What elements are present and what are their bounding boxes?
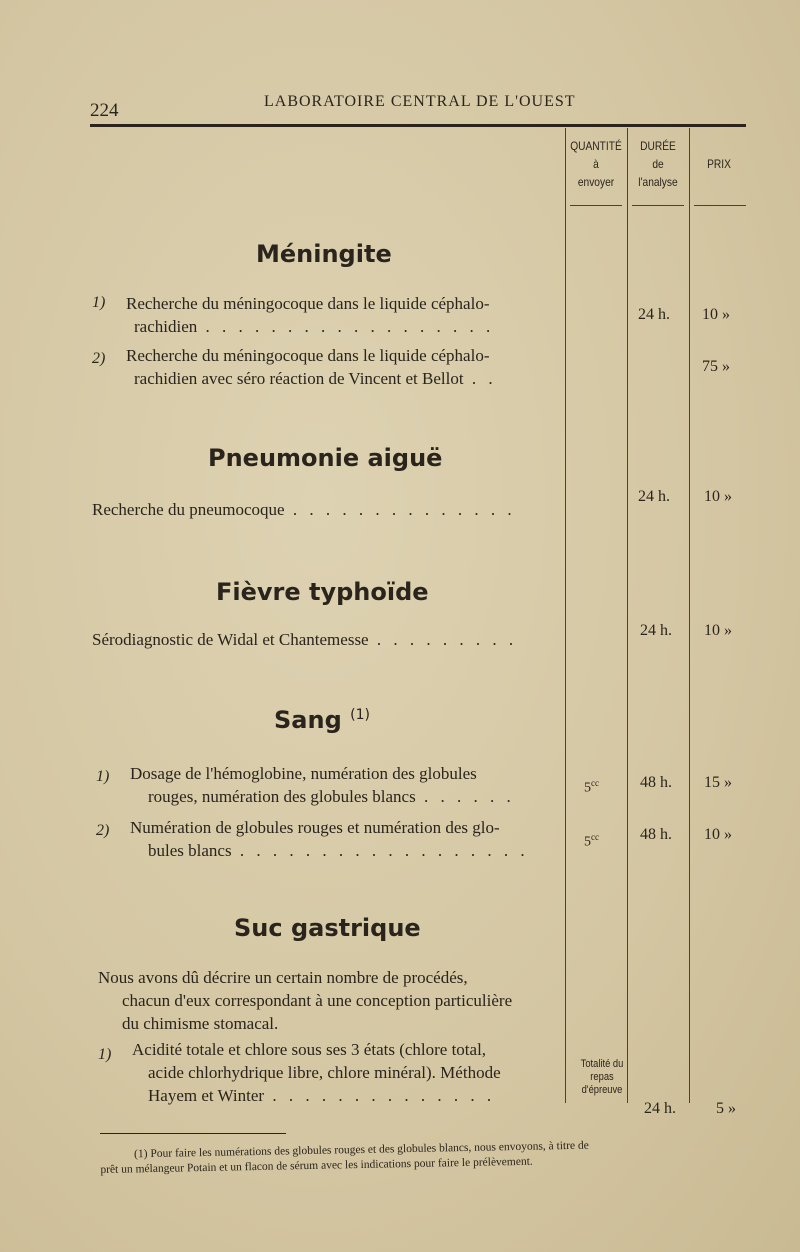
sang-item-1: Dosage de l'hémoglobine, numération des globules rouges, numération des globules blancs . . . . . . — [130, 764, 515, 806]
footnote-reference: (1) — [350, 707, 370, 723]
running-title: LABORATOIRE CENTRAL DE L'OUEST — [264, 93, 576, 110]
item-number: 2) — [96, 822, 110, 839]
section-title-typhoide: Fièvre typhoïde — [216, 578, 429, 606]
header-underline-duration — [632, 205, 684, 206]
suc-1-price: 5 » — [716, 1100, 736, 1117]
section-title-pneumonie: Pneumonie aiguë — [208, 444, 443, 472]
column-rule-right — [689, 128, 690, 1103]
section-title-sang: Sang $^{(1)}$ — [274, 706, 370, 734]
typhoide-duration: 24 h. — [640, 622, 672, 639]
footnote: (1) Pour faire les numérations des globules rouges et des globules blancs, nous envoyons, à titre de prêt un mélangeur Potain et un flacon de sérum avec les indications pour faire le prélèvement. — [100, 1139, 589, 1176]
meningite-item-2: Recherche du méningocoque dans le liquide céphalo- rachidien avec séro réaction de Vincent et Bellot . . — [126, 346, 497, 388]
meningite-1-duration: 24 h. — [638, 306, 670, 323]
sang-2-quantity: $5^{cc}$ — [584, 832, 599, 850]
sang-1-quantity: $5^{cc}$ — [584, 778, 599, 796]
column-rule-left — [565, 128, 566, 1103]
item-number: 1) — [92, 294, 106, 311]
sang-item-2: Numération de globules rouges et numération des glo- bules blancs . . . . . . . . . . . . . . . . . . — [130, 818, 529, 860]
meningite-2-price: 75 » — [702, 358, 730, 375]
typhoide-item: Sérodiagnostic de Widal et Chantemesse . . . . . . . . . — [92, 630, 518, 649]
pneumonie-duration: 24 h. — [638, 488, 670, 505]
column-header-quantity: QUANTITÉ à envoyer — [570, 139, 622, 189]
suc-1-quantity: Totalité du repas d'épreuve — [580, 1058, 624, 1096]
header-rule — [90, 124, 746, 127]
page-number: 224 — [90, 100, 119, 121]
suc-1-duration: 24 h. — [644, 1100, 676, 1117]
header-underline-quantity — [570, 205, 622, 206]
sang-2-duration: 48 h. — [640, 826, 672, 843]
typhoide-price: 10 » — [704, 622, 732, 639]
item-number: 2) — [92, 350, 106, 367]
section-title-meningite: Méningite — [256, 240, 392, 268]
sang-1-duration: 48 h. — [640, 774, 672, 791]
sang-1-price: 15 » — [704, 774, 732, 791]
sang-2-price: 10 » — [704, 826, 732, 843]
footnote-rule — [100, 1133, 286, 1134]
column-rule-middle — [627, 128, 628, 1103]
item-number: 1) — [96, 768, 110, 785]
header-underline-price — [694, 205, 746, 206]
pneumonie-item: Recherche du pneumocoque . . . . . . . . . . . . . . — [92, 500, 516, 519]
suc-item-1: Acidité totale et chlore sous ses 3 états (chlore total, acide chlorhydrique libre, chlore minéral). Méthode Hayem et Winter . . . . . . . . . . . . . . — [132, 1040, 501, 1105]
section-title-suc-gastrique: Suc gastrique — [234, 914, 421, 942]
item-number: 1) — [98, 1046, 112, 1063]
meningite-1-price: 10 » — [702, 306, 730, 323]
suc-intro: Nous avons dû décrire un certain nombre de procédés, chacun d'eux correspondant à une conception particulière du chimisme stomacal. — [98, 968, 513, 1033]
pneumonie-price: 10 » — [704, 488, 732, 505]
meningite-item-1: Recherche du méningocoque dans le liquide céphalo- rachidien . . . . . . . . . . . . . . . . . . — [126, 294, 495, 336]
column-header-duration: DURÉE de l'analyse — [638, 139, 678, 189]
column-header-price: PRIX — [707, 157, 731, 171]
